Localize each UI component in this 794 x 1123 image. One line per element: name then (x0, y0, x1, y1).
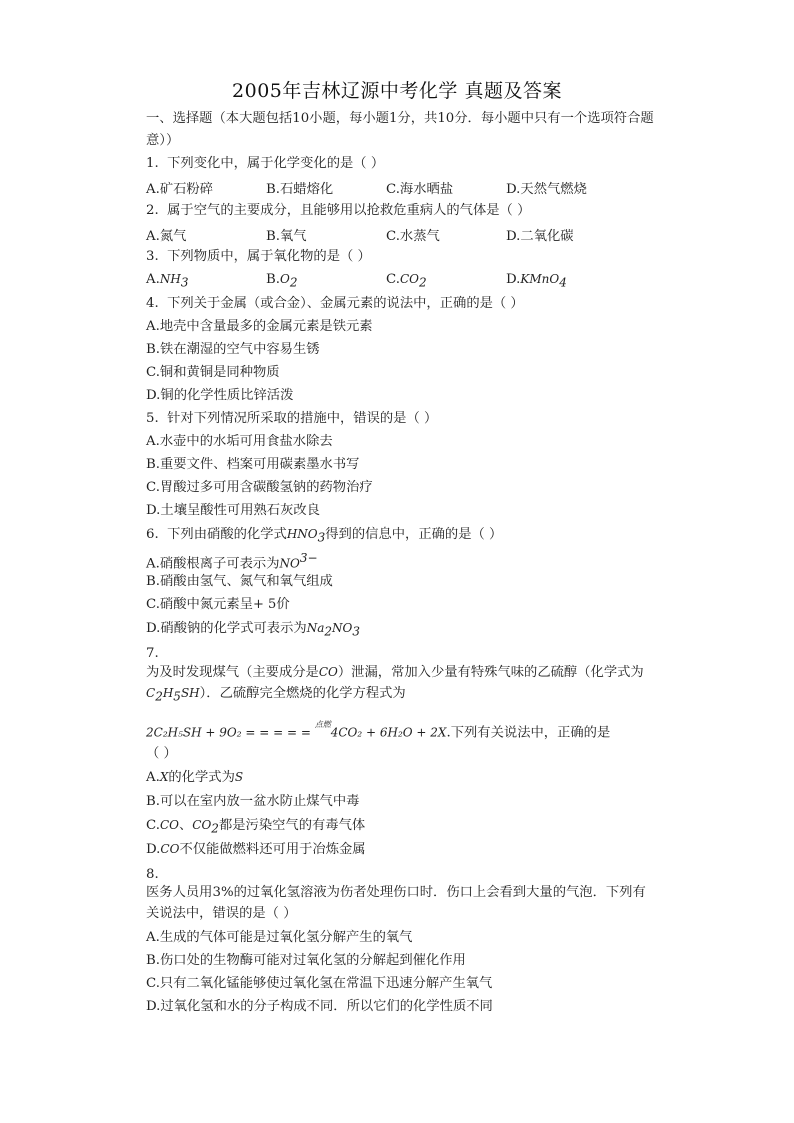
question-2-stem: 2. 属于空气的主要成分，且能够用以抢救危重病人的气体是（ ） (146, 203, 531, 218)
subscript: 2 (155, 689, 163, 704)
formula: NO (331, 621, 353, 635)
option-text: A.硝酸根离子可表示为 (146, 556, 280, 572)
question-3-option-b (266, 272, 297, 290)
subscript: 2 (324, 624, 332, 639)
question-5-option-b: B.重要文件、档案可用碳素墨水书写 (146, 457, 360, 472)
question-3-option-c (386, 272, 427, 290)
formula: C (146, 686, 156, 700)
question-1-option-a: A.矿石粉碎 (146, 182, 214, 197)
formula: HNO (286, 527, 318, 541)
option-prefix: D. (146, 842, 161, 857)
formula: CO (159, 818, 179, 832)
option-text: 的化学式为 (168, 770, 235, 785)
question-8-option-a: A.生成的气体可能是过氧化氢分解产生的氧气 (146, 930, 413, 945)
formula: NH (159, 272, 181, 286)
question-7-option-b: B.可以在室内放一盆水防止煤气中毒 (146, 794, 360, 809)
question-7-option-a (146, 768, 243, 787)
option-prefix: B. (266, 272, 280, 287)
subscript: 3 (180, 275, 189, 290)
formula: H (162, 686, 174, 700)
page-title: 2005年吉林辽源中考化学 真题及答案 (232, 80, 562, 102)
option-prefix: A. (146, 272, 160, 287)
question-5-option-a: A.水壶中的水垢可用食盐水除去 (146, 434, 333, 449)
question-4-option-a: A.地壳中含量最多的金属元素是铁元素 (146, 319, 373, 334)
formula: CO (318, 665, 338, 679)
question-5-stem: 5. 针对下列情况所采取的措施中，错误的是（ ） (146, 411, 438, 426)
question-2-option-c: C.水蒸气 (386, 229, 440, 244)
text: 为及时发现煤气（主要成分是 (146, 665, 319, 680)
option-text: C.硝酸中氮元素呈 (146, 597, 254, 612)
question-8-line2: 关说法中，错误的是（ ） (146, 906, 297, 921)
question-4-option-b: B.铁在潮湿的空气中容易生锈 (146, 342, 320, 357)
option-prefix: C. (386, 272, 400, 287)
formula: X (159, 770, 169, 784)
question-7-paren: （ ） (146, 746, 177, 761)
question-1-stem: 1. 下列变化中，属于化学变化的是（ ） (146, 156, 385, 171)
option-prefix: C. (146, 818, 160, 833)
text: .下列有关说法中，正确的是 (446, 725, 611, 741)
question-5-option-c: C.胃酸过多可用含碳酸氢钠的药物治疗 (146, 480, 373, 495)
question-8-option-d: D.过氧化氢和水的分子构成不同．所以它们的化学性质不同 (146, 999, 493, 1014)
subscript: 2 (289, 275, 298, 290)
question-4-option-d: D.铜的化学性质比锌活泼 (146, 388, 294, 403)
formula: CO (160, 842, 180, 856)
section-heading-line2: 意）） (146, 133, 180, 148)
equation-left: 2C₂H₅SH + 9O₂ = = = = = (146, 725, 315, 740)
text: ）泄漏，常加入少量有特殊气味的乙硫醇（化学式为 (337, 665, 644, 680)
question-1-option-b: B.石蜡熔化 (266, 182, 334, 197)
option-prefix: D. (506, 272, 521, 287)
equation-condition: 点燃 (314, 720, 331, 729)
formula: CO (399, 272, 419, 286)
question-1-option-c: C.海水晒盐 (386, 182, 454, 197)
formula: SH (180, 686, 200, 700)
subscript: 3 (352, 624, 360, 639)
stem-text: 得到的信息中，正确的是（ ） (325, 527, 503, 542)
question-7-option-c (146, 816, 365, 838)
separator: 、 (178, 818, 193, 833)
question-7-number: 7. (146, 646, 159, 661)
question-8-option-b: B.伤口处的生物酶可能对过氧化氢的分解起到催化作用 (146, 953, 466, 968)
question-2-option-d: D.二氧化碳 (506, 229, 574, 244)
option-text: 都是污染空气的有毒气体 (218, 818, 366, 833)
subscript: 3 (317, 530, 326, 545)
question-8-option-c: C.只有二氧化锰能够使过氧化氢在常温下迅速分解产生氧气 (146, 976, 493, 991)
question-6-option-d (146, 619, 360, 641)
question-7-option-d (146, 840, 366, 859)
question-7-equation-line (146, 720, 610, 742)
question-7-line1 (146, 663, 644, 682)
option-text: 价 (276, 597, 290, 612)
question-6-stem (146, 525, 502, 547)
formula: + 5 (253, 597, 277, 612)
option-text: 不仅能做燃料还可用于冶炼金属 (179, 842, 366, 857)
stem-text: 6. 下列由硝酸的化学式 (146, 527, 287, 542)
question-4-stem: 4. 下列关于金属（或合金）、金属元素的说法中，正确的是（ ） (146, 296, 524, 311)
text: ）．乙硫醇完全燃烧的化学方程式为 (199, 686, 406, 701)
question-4-option-c: C.铜和黄铜是同种物质 (146, 365, 280, 380)
question-3-stem: 3. 下列物质中，属于氧化物的是（ ） (146, 249, 371, 264)
subscript: 4 (559, 275, 567, 290)
question-2-option-a: A.氮气 (146, 229, 187, 244)
formula: Na (306, 621, 325, 635)
formula: O (280, 272, 290, 286)
question-6-option-a (146, 549, 318, 573)
section-heading-line1: 一、选择题（本大题包括10小题，每小题1分，共10分．每小题中只有一个选项符合题 (146, 111, 654, 126)
subscript: 2 (418, 275, 427, 290)
question-2-option-b: B.氧气 (266, 229, 307, 244)
question-1-option-d: D.天然气燃烧 (506, 182, 587, 197)
question-3-option-a (146, 272, 188, 290)
question-6-option-b: B.硝酸由氢气、氮气和氧气组成 (146, 574, 333, 589)
superscript: 3− (299, 551, 318, 565)
subscript: 5 (173, 689, 181, 704)
formula: KMnO (520, 272, 560, 286)
question-5-option-d: D.土壤呈酸性可用熟石灰改良 (146, 503, 320, 518)
formula: CO (192, 818, 212, 832)
formula: NO (279, 556, 300, 571)
question-8-number: 8. (146, 867, 159, 882)
question-6-option-c (146, 596, 290, 614)
subscript: 2 (211, 821, 219, 836)
formula: S (234, 770, 244, 784)
equation-right: 4CO₂ + 6H₂O + 2X (330, 725, 447, 740)
question-3-option-d (506, 272, 567, 290)
question-7-line2 (146, 684, 406, 706)
option-text: D.硝酸钠的化学式可表示为 (146, 621, 307, 636)
option-prefix: A. (146, 770, 160, 785)
question-8-line1: 医务人员用3%的过氧化氢溶液为伤者处理伤口时．伤口上会看到大量的气泡．下列有 (146, 885, 646, 900)
